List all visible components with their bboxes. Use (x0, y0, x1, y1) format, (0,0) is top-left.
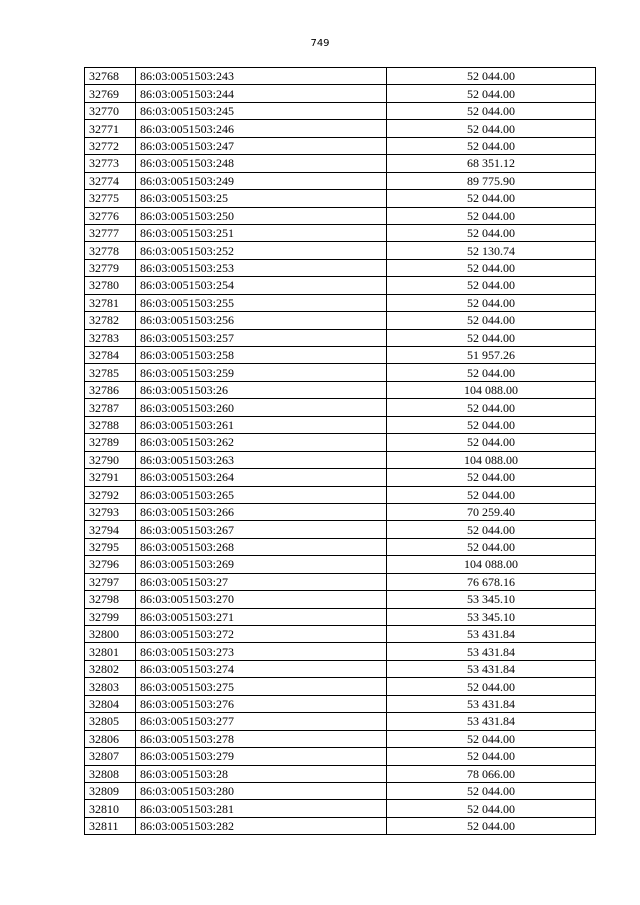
cadastral-number-cell: 86:03:0051503:278 (136, 730, 387, 747)
table-row (85, 782, 596, 799)
cadastral-number-cell: 86:03:0051503:26 (136, 381, 387, 398)
cadastral-value-cell: 52 044.00 (387, 364, 596, 381)
cadastral-number-cell: 86:03:0051503:279 (136, 748, 387, 765)
cadastral-value-cell: 52 044.00 (387, 120, 596, 137)
table-row (85, 364, 596, 381)
cadastral-number-cell: 86:03:0051503:252 (136, 242, 387, 259)
row-number-cell: 32771 (85, 120, 136, 137)
cadastral-value-cell: 76 678.16 (387, 573, 596, 590)
cadastral-number-cell: 86:03:0051503:276 (136, 695, 387, 712)
row-number-cell: 32787 (85, 399, 136, 416)
row-number-cell: 32793 (85, 503, 136, 520)
cadastral-number-cell: 86:03:0051503:270 (136, 591, 387, 608)
table-row (85, 102, 596, 119)
row-number-cell: 32773 (85, 155, 136, 172)
row-number-cell: 32785 (85, 364, 136, 381)
cadastral-value-cell: 104 088.00 (387, 451, 596, 468)
cadastral-number-cell: 86:03:0051503:268 (136, 538, 387, 555)
row-number-cell: 32792 (85, 486, 136, 503)
row-number-cell: 32788 (85, 416, 136, 433)
row-number-cell: 32775 (85, 190, 136, 207)
row-number-cell: 32776 (85, 207, 136, 224)
row-number-cell: 32790 (85, 451, 136, 468)
table-row (85, 277, 596, 294)
row-number-cell: 32770 (85, 102, 136, 119)
table-row (85, 678, 596, 695)
row-number-cell: 32769 (85, 85, 136, 102)
cadastral-value-cell: 52 044.00 (387, 329, 596, 346)
cadastral-number-cell: 86:03:0051503:263 (136, 451, 387, 468)
cadastral-number-cell: 86:03:0051503:266 (136, 503, 387, 520)
row-number-cell: 32768 (85, 68, 136, 85)
row-number-cell: 32791 (85, 469, 136, 486)
row-number-cell: 32805 (85, 713, 136, 730)
row-number-cell: 32772 (85, 137, 136, 154)
row-number-cell: 32806 (85, 730, 136, 747)
row-number-cell: 32807 (85, 748, 136, 765)
cadastral-value-cell: 52 044.00 (387, 800, 596, 817)
cadastral-value-cell: 68 351.12 (387, 155, 596, 172)
row-number-cell: 32783 (85, 329, 136, 346)
cadastral-number-cell: 86:03:0051503:258 (136, 347, 387, 364)
cadastral-number-cell: 86:03:0051503:259 (136, 364, 387, 381)
table-row (85, 503, 596, 520)
table-row (85, 573, 596, 590)
table-row (85, 85, 596, 102)
cadastral-number-cell: 86:03:0051503:244 (136, 85, 387, 102)
cadastral-number-cell: 86:03:0051503:275 (136, 678, 387, 695)
row-number-cell: 32803 (85, 678, 136, 695)
table-row (85, 451, 596, 468)
row-number-cell: 32798 (85, 591, 136, 608)
row-number-cell: 32779 (85, 259, 136, 276)
row-number-cell: 32800 (85, 626, 136, 643)
row-number-cell: 32781 (85, 294, 136, 311)
cadastral-value-cell: 52 044.00 (387, 469, 596, 486)
cadastral-number-cell: 86:03:0051503:253 (136, 259, 387, 276)
cadastral-value-cell: 104 088.00 (387, 381, 596, 398)
table-row (85, 312, 596, 329)
page-number: 749 (310, 38, 330, 49)
cadastral-number-cell: 86:03:0051503:273 (136, 643, 387, 660)
table-row (85, 416, 596, 433)
cadastral-value-cell: 89 775.90 (387, 172, 596, 189)
cadastral-value-cell: 78 066.00 (387, 765, 596, 782)
cadastral-value-cell: 52 130.74 (387, 242, 596, 259)
table-row (85, 68, 596, 85)
cadastral-value-cell: 52 044.00 (387, 294, 596, 311)
table-row (85, 643, 596, 660)
table-row (85, 538, 596, 555)
table-row (85, 120, 596, 137)
cadastral-value-cell: 104 088.00 (387, 556, 596, 573)
cadastral-number-cell: 86:03:0051503:245 (136, 102, 387, 119)
table-row (85, 713, 596, 730)
cadastral-value-cell: 52 044.00 (387, 782, 596, 799)
table-row (85, 242, 596, 259)
cadastral-value-cell: 52 044.00 (387, 817, 596, 834)
table-row (85, 172, 596, 189)
cadastral-value-cell: 52 044.00 (387, 68, 596, 85)
table-row (85, 486, 596, 503)
cadastral-number-cell: 86:03:0051503:269 (136, 556, 387, 573)
table-row (85, 294, 596, 311)
cadastral-number-cell: 86:03:0051503:281 (136, 800, 387, 817)
table-body (85, 68, 596, 835)
row-number-cell: 32778 (85, 242, 136, 259)
cadastral-value-cell: 53 431.84 (387, 626, 596, 643)
row-number-cell: 32810 (85, 800, 136, 817)
table-row (85, 207, 596, 224)
row-number-cell: 32795 (85, 538, 136, 555)
cadastral-number-cell: 86:03:0051503:256 (136, 312, 387, 329)
cadastral-number-cell: 86:03:0051503:257 (136, 329, 387, 346)
table-row (85, 695, 596, 712)
cadastral-value-cell: 52 044.00 (387, 486, 596, 503)
cadastral-value-cell: 70 259.40 (387, 503, 596, 520)
table-row (85, 399, 596, 416)
row-number-cell: 32797 (85, 573, 136, 590)
cadastral-number-cell: 86:03:0051503:274 (136, 660, 387, 677)
table-row (85, 347, 596, 364)
table-row (85, 765, 596, 782)
row-number-cell: 32786 (85, 381, 136, 398)
table-row (85, 748, 596, 765)
cadastral-value-cell: 52 044.00 (387, 312, 596, 329)
table-row (85, 434, 596, 451)
cadastral-number-cell: 86:03:0051503:249 (136, 172, 387, 189)
cadastral-value-cell: 52 044.00 (387, 259, 596, 276)
cadastral-number-cell: 86:03:0051503:262 (136, 434, 387, 451)
table-row (85, 730, 596, 747)
cadastral-number-cell: 86:03:0051503:243 (136, 68, 387, 85)
cadastral-value-cell: 52 044.00 (387, 730, 596, 747)
cadastral-number-cell: 86:03:0051503:272 (136, 626, 387, 643)
table-row (85, 381, 596, 398)
cadastral-number-cell: 86:03:0051503:250 (136, 207, 387, 224)
cadastral-value-cell: 52 044.00 (387, 137, 596, 154)
cadastral-number-cell: 86:03:0051503:260 (136, 399, 387, 416)
cadastral-value-cell: 53 345.10 (387, 608, 596, 625)
cadastral-number-cell: 86:03:0051503:261 (136, 416, 387, 433)
row-number-cell: 32802 (85, 660, 136, 677)
cadastral-value-cell: 53 431.84 (387, 713, 596, 730)
row-number-cell: 32811 (85, 817, 136, 834)
row-number-cell: 32777 (85, 224, 136, 241)
cadastral-value-cell: 52 044.00 (387, 416, 596, 433)
cadastral-number-cell: 86:03:0051503:27 (136, 573, 387, 590)
row-number-cell: 32794 (85, 521, 136, 538)
cadastral-number-cell: 86:03:0051503:282 (136, 817, 387, 834)
cadastral-value-cell: 53 345.10 (387, 591, 596, 608)
cadastral-number-cell: 86:03:0051503:247 (136, 137, 387, 154)
cadastral-number-cell: 86:03:0051503:264 (136, 469, 387, 486)
table-row (85, 626, 596, 643)
cadastral-number-cell: 86:03:0051503:277 (136, 713, 387, 730)
table-row (85, 259, 596, 276)
cadastral-number-cell: 86:03:0051503:25 (136, 190, 387, 207)
cadastral-value-cell: 53 431.84 (387, 660, 596, 677)
cadastral-number-cell: 86:03:0051503:280 (136, 782, 387, 799)
row-number-cell: 32809 (85, 782, 136, 799)
table-row (85, 817, 596, 834)
cadastral-number-cell: 86:03:0051503:28 (136, 765, 387, 782)
cadastral-number-cell: 86:03:0051503:255 (136, 294, 387, 311)
table-row (85, 591, 596, 608)
row-number-cell: 32804 (85, 695, 136, 712)
table-row (85, 800, 596, 817)
cadastral-value-cell: 52 044.00 (387, 521, 596, 538)
table-row (85, 329, 596, 346)
cadastral-value-table (84, 67, 596, 835)
row-number-cell: 32808 (85, 765, 136, 782)
cadastral-value-cell: 52 044.00 (387, 277, 596, 294)
cadastral-value-cell: 52 044.00 (387, 748, 596, 765)
row-number-cell: 32782 (85, 312, 136, 329)
table-row (85, 155, 596, 172)
cadastral-value-cell: 52 044.00 (387, 399, 596, 416)
table-row (85, 469, 596, 486)
cadastral-value-cell: 52 044.00 (387, 434, 596, 451)
cadastral-value-cell: 52 044.00 (387, 207, 596, 224)
cadastral-value-cell: 53 431.84 (387, 695, 596, 712)
cadastral-value-cell: 52 044.00 (387, 190, 596, 207)
cadastral-number-cell: 86:03:0051503:251 (136, 224, 387, 241)
cadastral-number-cell: 86:03:0051503:248 (136, 155, 387, 172)
row-number-cell: 32780 (85, 277, 136, 294)
row-number-cell: 32784 (85, 347, 136, 364)
cadastral-value-cell: 52 044.00 (387, 678, 596, 695)
row-number-cell: 32774 (85, 172, 136, 189)
cadastral-value-cell: 52 044.00 (387, 102, 596, 119)
row-number-cell: 32801 (85, 643, 136, 660)
cadastral-value-cell: 51 957.26 (387, 347, 596, 364)
table-row (85, 224, 596, 241)
cadastral-value-cell: 53 431.84 (387, 643, 596, 660)
row-number-cell: 32796 (85, 556, 136, 573)
table-row (85, 608, 596, 625)
cadastral-value-cell: 52 044.00 (387, 538, 596, 555)
table-row (85, 137, 596, 154)
table-row (85, 190, 596, 207)
cadastral-number-cell: 86:03:0051503:246 (136, 120, 387, 137)
row-number-cell: 32799 (85, 608, 136, 625)
row-number-cell: 32789 (85, 434, 136, 451)
cadastral-value-cell: 52 044.00 (387, 85, 596, 102)
table-row (85, 660, 596, 677)
cadastral-number-cell: 86:03:0051503:265 (136, 486, 387, 503)
cadastral-number-cell: 86:03:0051503:254 (136, 277, 387, 294)
cadastral-value-cell: 52 044.00 (387, 224, 596, 241)
cadastral-number-cell: 86:03:0051503:267 (136, 521, 387, 538)
table-row (85, 521, 596, 538)
table-row (85, 556, 596, 573)
cadastral-number-cell: 86:03:0051503:271 (136, 608, 387, 625)
